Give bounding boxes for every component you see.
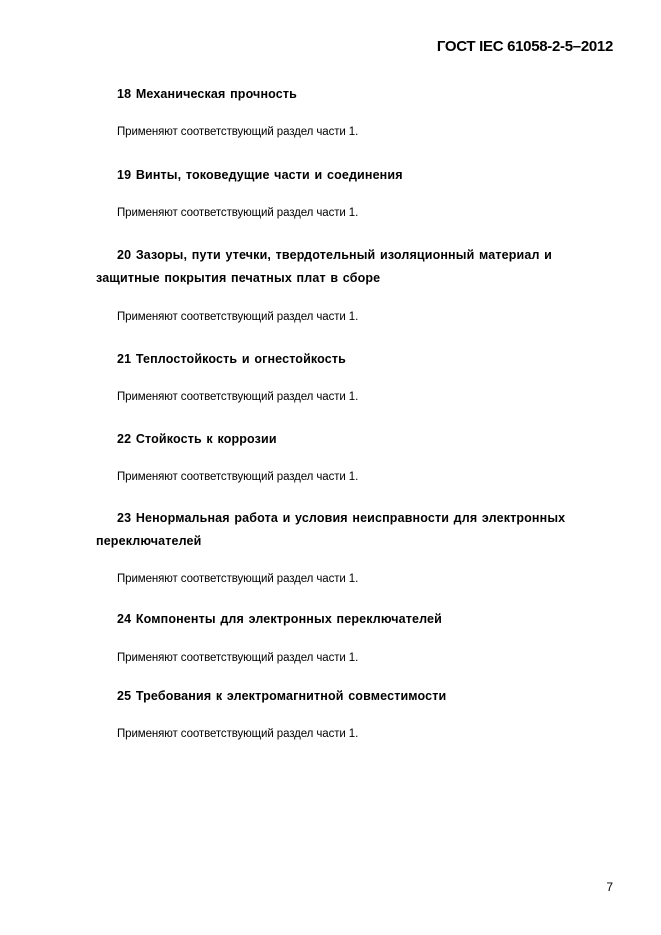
- section-25: [0, 685, 661, 740]
- section-body: Применяют соответствующий раздел части 1.: [117, 652, 359, 664]
- section-body: Применяют соответствующий раздел части 1.: [117, 728, 359, 740]
- section-body: Применяют соответствующий раздел части 1.: [117, 311, 359, 323]
- section-23: [0, 507, 661, 585]
- section-19: [0, 164, 661, 219]
- section-body: Применяют соответствующий раздел части 1.: [117, 207, 359, 219]
- section-21: [0, 348, 661, 403]
- section-heading: 19 Винты, токоведущие части и соединения: [117, 168, 403, 182]
- section-body: Применяют соответствующий раздел части 1.: [117, 391, 359, 403]
- section-22: [0, 428, 661, 483]
- document-code: ГОСТ IEC 61058-2-5–2012: [436, 38, 613, 55]
- section-body: Применяют соответствующий раздел части 1.: [117, 126, 359, 138]
- section-24: [0, 608, 661, 664]
- section-heading: 21 Теплостойкость и огнестойкость: [117, 352, 346, 366]
- section-20: [0, 244, 661, 323]
- section-body: Применяют соответствующий раздел части 1.: [117, 573, 359, 585]
- section-heading: 22 Стойкость к коррозии: [117, 432, 277, 446]
- section-heading: 25 Требования к электромагнитной совместимости: [117, 689, 447, 703]
- section-18: [0, 83, 661, 138]
- section-heading: 18 Механическая прочность: [117, 87, 297, 101]
- page-number: 7: [606, 880, 613, 894]
- section-heading: 24 Компоненты для электронных переключателей: [117, 612, 442, 626]
- section-body: Применяют соответствующий раздел части 1.: [117, 471, 359, 483]
- section-heading: 23 Ненормальная работа и условия неисправности для электронных переключателей: [96, 511, 566, 548]
- section-heading: 20 Зазоры, пути утечки, твердотельный изоляционный материал и защитные покрытия печатных плат в сборе: [96, 248, 553, 285]
